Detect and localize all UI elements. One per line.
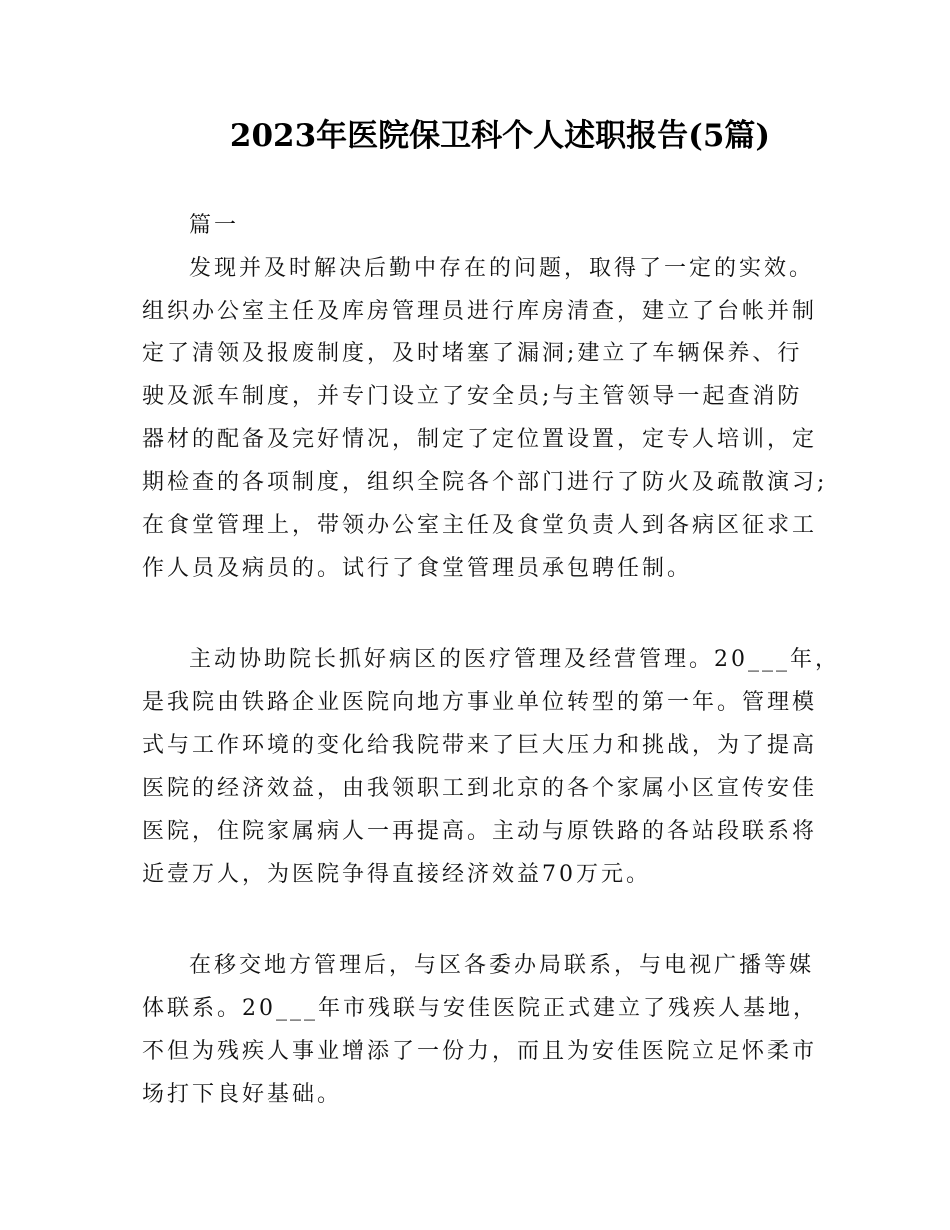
section-heading: 篇一 [189, 213, 240, 238]
paragraph-3-line-4: 场打下良好基础。 [142, 1082, 343, 1107]
paragraph-1-line-3: 定了清领及报废制度，及时堵塞了漏洞;建立了车辆保养、行 [142, 341, 803, 366]
paragraph-1-line-7: 在食堂管理上，带领办公室主任及食堂负责人到各病区征求工 [142, 513, 818, 538]
paragraph-2-line-6: 近壹万人，为医院争得直接经济效益70万元。 [142, 862, 651, 887]
paragraph-3-line-1: 在移交地方管理后，与区各委办局联系，与电视广播等媒 [189, 953, 815, 978]
paragraph-2-line-5: 医院，住院家属病人一再提高。主动与原铁路的各站段联系将 [142, 819, 818, 844]
paragraph-2-line-3: 式与工作环境的变化给我院带来了巨大压力和挑战，为了提高 [142, 733, 818, 758]
paragraph-2-line-2: 是我院由铁路企业医院向地方事业单位转型的第一年。管理模 [142, 690, 818, 715]
paragraph-1-line-5: 器材的配备及完好情况，制定了定位置设置，定专人培训，定 [142, 427, 818, 452]
paragraph-1-line-1: 发现并及时解决后勤中存在的问题，取得了一定的实效。 [189, 256, 815, 281]
paragraph-3-line-2: 体联系。20___年市残联与安佳医院正式建立了残疾人基地， [142, 996, 818, 1021]
paragraph-3-line-3: 不但为残疾人事业增添了一份力，而且为安佳医院立足怀柔市 [142, 1039, 818, 1064]
document-title: 2023年医院保卫科个人述职报告(5篇) [229, 118, 771, 154]
paragraph-1-line-2: 组织办公室主任及库房管理员进行库房清查，建立了台帐并制 [142, 299, 818, 324]
paragraph-1-line-4: 驶及派车制度，并专门设立了安全员;与主管领导一起查消防 [142, 384, 803, 409]
paragraph-2-line-1: 主动协助院长抓好病区的医疗管理及经营管理。20___年， [189, 647, 840, 672]
paragraph-1-line-6: 期检查的各项制度，组织全院各个部门进行了防火及疏散演习; [142, 470, 828, 495]
paragraph-1-line-8: 作人员及病员的。试行了食堂管理员承包聘任制。 [142, 556, 693, 581]
paragraph-2-line-4: 医院的经济效益，由我领职工到北京的各个家属小区宣传安佳 [142, 776, 818, 801]
